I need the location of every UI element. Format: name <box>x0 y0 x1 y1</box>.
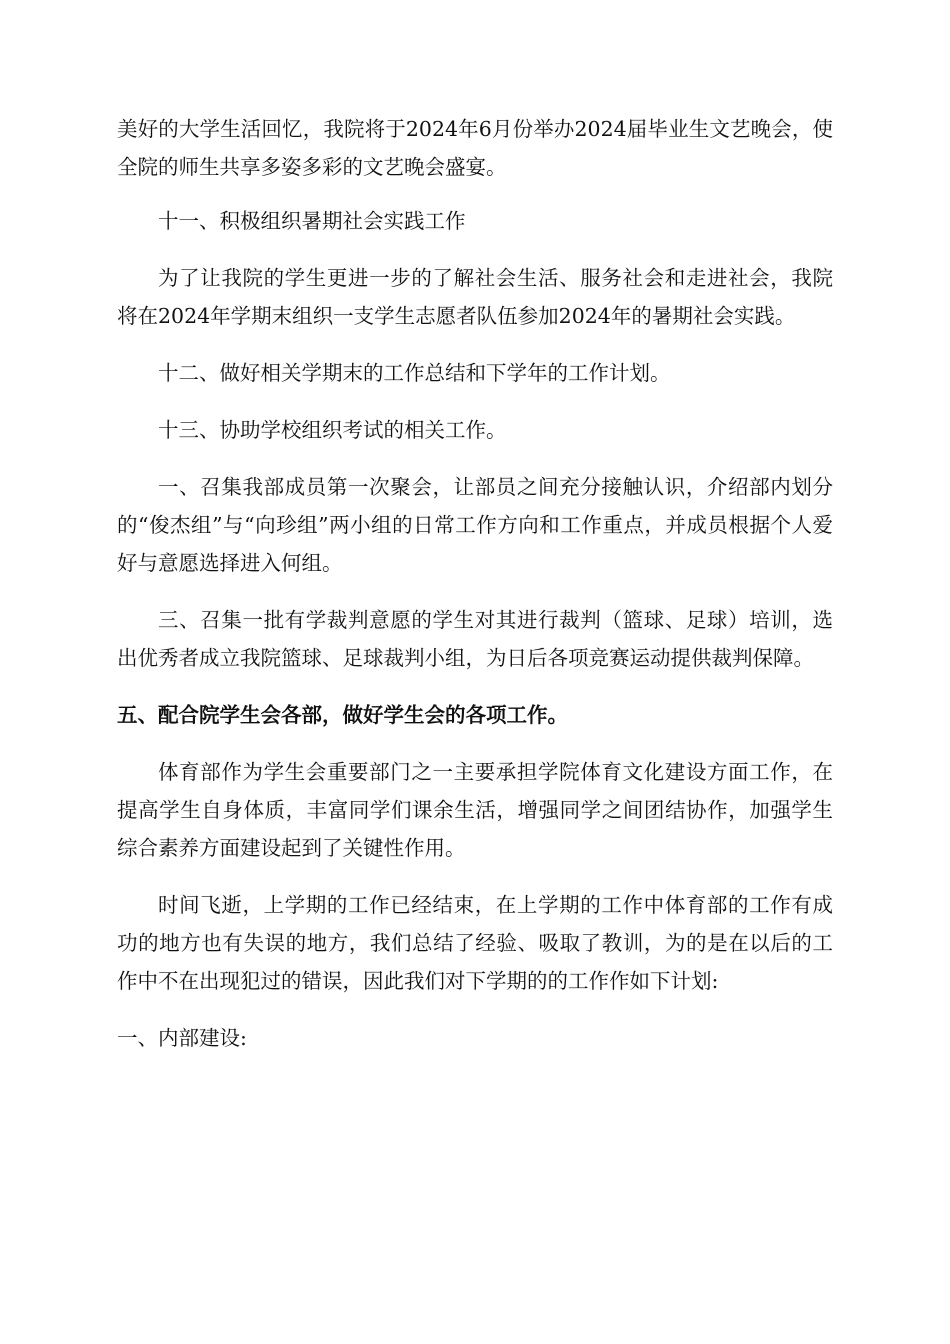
document-page <box>117 110 833 1076</box>
paragraph-time-flies: 时间飞逝，上学期的工作已经结束，在上学期的工作中体育部的工作有成功的地方也有失误的地方，我们总结了经验、吸取了教训，为的是在以后的工作中不在出现犯过的错误，因此我们对下学期的的工作作如下计划: <box>117 893 833 993</box>
paragraph-referee-training: 三、召集一批有学裁判意愿的学生对其进行裁判（篮球、足球）培训，选出优秀者成立我院篮球、足球裁判小组，为日后各项竞赛运动提供裁判保障。 <box>117 608 833 670</box>
heading-item-eleven: 十一、积极组织暑期社会实践工作 <box>158 209 466 233</box>
section-heading-five: 五、配合院学生会各部，做好学生会的各项工作。 <box>117 703 568 727</box>
heading-item-twelve: 十二、做好相关学期末的工作总结和下学年的工作计划。 <box>158 361 671 385</box>
paragraph-intro-continuation: 美好的大学生活回忆，我院将于2024年6月份举办2024届毕业生文艺晚会，使全院的师生共享多姿多彩的文艺晚会盛宴。 <box>117 117 833 179</box>
paragraph-first-meeting: 一、召集我部成员第一次聚会，让部员之间充分接触认识，介绍部内划分的“俊杰组”与“向珍组”两小组的日常工作方向和工作重点，并成员根据个人爱好与意愿选择进入何组。 <box>117 475 833 575</box>
paragraph-sports-department: 体育部作为学生会重要部门之一主要承担学院体育文化建设方面工作，在提高学生自身体质，丰富同学们课余生活，增强同学之间团结协作，加强学生综合素养方面建设起到了关键性作用。 <box>117 760 833 860</box>
heading-item-thirteen: 十三、协助学校组织考试的相关工作。 <box>158 418 507 442</box>
paragraph-summer-practice: 为了让我院的学生更进一步的了解社会生活、服务社会和走进社会，我院将在2024年学期末组织一支学生志愿者队伍参加2024年的暑期社会实践。 <box>117 266 833 328</box>
heading-internal-construction: 一、内部建设: <box>117 1026 247 1050</box>
